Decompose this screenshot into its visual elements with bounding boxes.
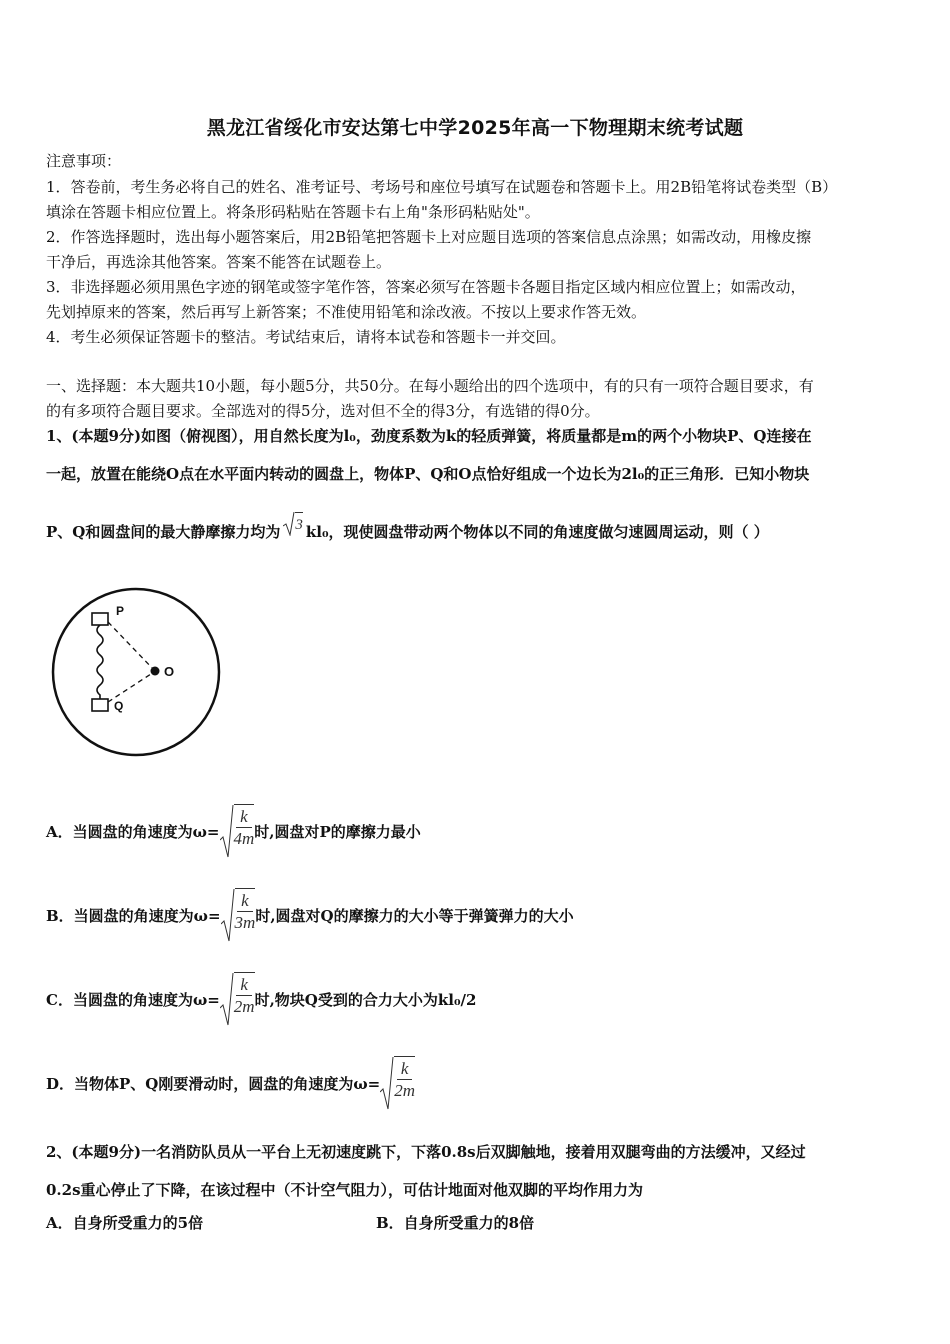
sqrt-radicand: 3 [295,512,303,536]
notes-heading: 注意事项： [46,152,122,170]
notes-line: 3．非选择题必须用黑色字迹的钢笔或签字笔作答，答案必须写在答题卡各题目指定区域内相应位置上；如需改动， [46,278,806,296]
option-b [46,888,574,942]
question-2-option-b: B．自身所受重力的8倍 [376,1214,535,1232]
question-2-text: 0.2s重心停止了下降，在该过程中（不计空气阻力），可估计地面对他双脚的平均作用力为 [46,1181,644,1199]
option-a [46,804,421,858]
fraction-numerator: k [236,975,252,996]
disk-figure [50,586,230,758]
option-b-post: 时,圆盘对Q的摩擦力的大小等于弹簧弹力的大小 [255,906,574,925]
sqrt-fraction [220,972,255,1026]
dashed-line-po [108,622,154,670]
question-1-text: 一起，放置在能绕O点在水平面内转动的圆盘上，物体P、Q和O点恰好组成一个边长为2l₀的正三角形．已知小物块 [46,465,810,483]
block-p [92,613,108,625]
option-a-post: 时,圆盘对P的摩擦力最小 [254,822,421,841]
page-title: 黑龙江省绥化市安达第七中学2025年高一下物理期末统考试题 [206,117,744,139]
center-o [151,667,160,676]
sqrt-3 [283,512,303,536]
fraction-denominator: 3m [234,913,256,932]
fraction-numerator: k [236,807,252,828]
fraction-denominator: 4m [233,829,255,848]
sqrt-fraction [221,888,256,942]
option-c-post: 时,物块Q受到的合力大小为kl₀/2 [254,990,477,1009]
question-2-text: 2、(本题9分)一名消防队员从一平台上无初速度跳下，下落0.8s后双脚触地，接着用双腿弯曲的方法缓冲，又经过 [46,1143,806,1161]
fraction-numerator: k [237,891,253,912]
notes-line: 干净后，再选涂其他答案。答案不能答在试题卷上。 [46,253,392,271]
option-c [46,972,476,1026]
notes-line: 1．答卷前，考生务必将自己的姓名、准考证号、考场号和座位号填写在试题卷和答题卡上。用2B铅笔将试卷类型（B） [46,178,838,196]
question-1-text [46,517,769,544]
disk-circle [53,589,219,755]
label-o: O [164,664,175,679]
fraction-denominator: 2m [233,997,255,1016]
dashed-line-qo [108,672,154,702]
option-b-pre: B．当圆盘的角速度为ω= [46,906,221,925]
sqrt-fraction [380,1056,415,1110]
question-2-option-a: A．自身所受重力的5倍 [46,1214,204,1232]
fraction-numerator: k [397,1059,413,1080]
option-d-pre: D．当物体P、Q刚要滑动时，圆盘的角速度为ω= [46,1074,381,1093]
option-a-pre: A．当圆盘的角速度为ω= [46,822,220,841]
question-1-text: 1、(本题9分)如图（俯视图），用自然长度为l₀，劲度系数为k的轻质弹簧，将质量都是m的两个小物块P、Q连接在 [46,427,812,445]
notes-line: 填涂在答题卡相应位置上。将条形码粘贴在答题卡右上角"条形码粘贴处"。 [46,203,540,221]
label-q: Q [114,699,124,713]
label-p: P [116,604,125,618]
notes-line: 2．作答选择题时，选出每小题答案后，用2B铅笔把答题卡上对应题目选项的答案信息点涂黑；如需改动，用橡皮擦 [46,228,812,246]
section-intro: 的有多项符合题目要求。全部选对的得5分，选对但不全的得3分，有选错的得0分。 [46,402,600,420]
sqrt-fraction [220,804,255,858]
option-c-pre: C．当圆盘的角速度为ω= [46,990,220,1009]
notes-line: 先划掉原来的答案，然后再写上新答案；不准使用铅笔和涂改液。不按以上要求作答无效。 [46,303,647,321]
block-q [92,699,108,711]
option-d [46,1056,415,1110]
spring [97,625,103,699]
notes-line: 4．考生必须保证答题卡的整洁。考试结束后，请将本试卷和答题卡一并交回。 [46,328,566,346]
fraction-denominator: 2m [394,1081,415,1100]
section-intro: 一、选择题：本大题共10小题，每小题5分，共50分。在每小题给出的四个选项中，有的只有一项符合题目要求，有 [46,377,814,395]
q1-text-post: kl₀，现使圆盘带动两个物体以不同的角速度做匀速圆周运动，则（ ） [305,523,769,541]
q1-text-pre: P、Q和圆盘间的最大静摩擦力均为 [46,523,281,541]
